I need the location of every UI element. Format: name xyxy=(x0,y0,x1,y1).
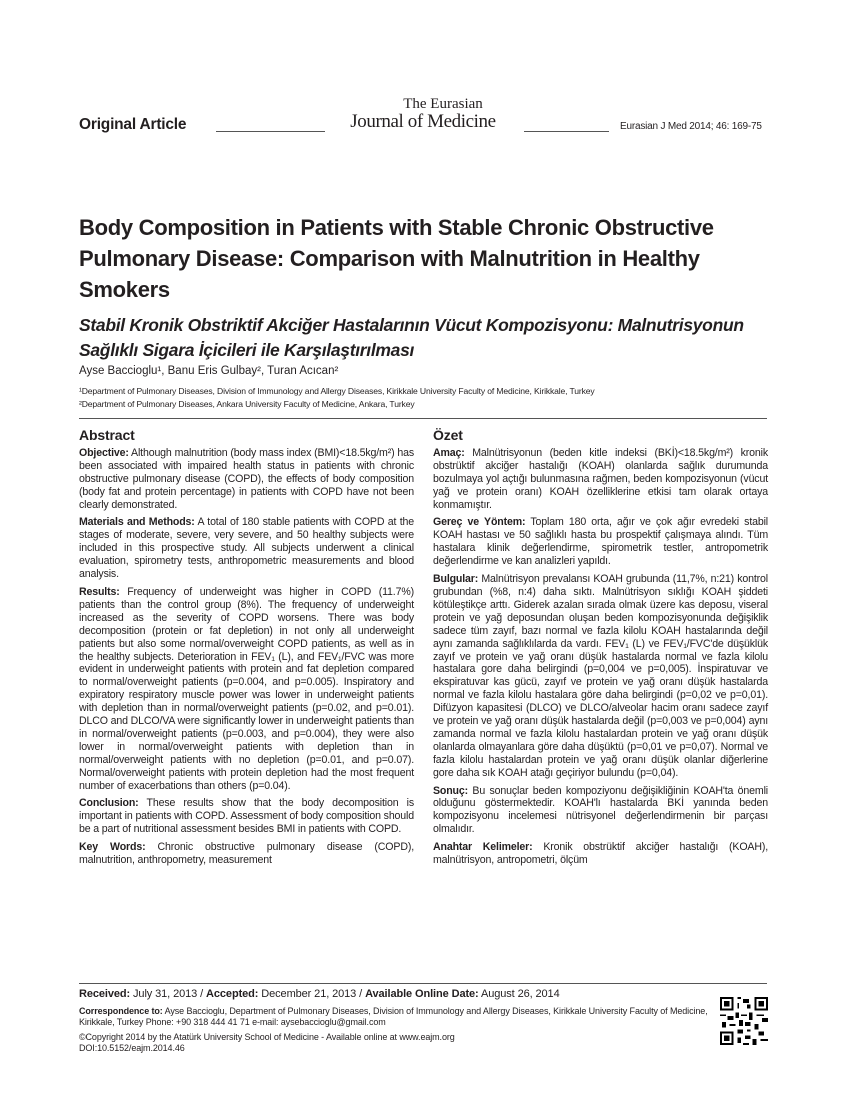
online-date: August 26, 2014 xyxy=(478,988,560,1000)
correspondence-label: Correspondence to: xyxy=(79,1005,163,1016)
journal-logo xyxy=(330,96,516,130)
label: Objective: xyxy=(79,446,129,459)
correspondence xyxy=(79,1006,709,1029)
text: A total of 180 stable patients with COPD at the stages of moderate, severe, very severe, and 50 healthy subjects were included in this prospective study. All subjects underwent a clinical evaluation, spirometry tests, anthropometric measurements and blood analysis. xyxy=(79,516,414,581)
accepted-date: December 21, 2013 / xyxy=(258,988,366,1000)
abstract-column xyxy=(79,429,414,872)
ozet-sonuc xyxy=(433,785,768,837)
article-title: Body Composition in Patients with Stable Chronic Obstructive Pulmonary Disease: Comparison with Malnutrition in Healthy Smokers xyxy=(79,215,714,302)
label: Materials and Methods: xyxy=(79,516,195,529)
abstract-results xyxy=(79,586,414,793)
article-subtitle: Stabil Kronik Obstriktif Akciğer Hastalarının Vücut Kompozisyonu: Malnutrisyonun Sağlıklı Sigara İçicileri ile Karşılaştırılması xyxy=(79,315,744,360)
journal-name-line1: The Eurasian xyxy=(403,96,483,112)
text: Frequency of underweight was higher in COPD (11.7%) patients than the control group (8%). The frequency of underweight increased as the severity of COPD worsens. There was body decomposition (protein or fat depletion) in not only all underweight patients but also some normal/overweight COPD patients, as well as in the healthy subjects. Deterioration in FEV₁ (L), and FEV₁/FVC was more evident in underweight patients with protein and fat depletion compared to normal/overweight patients (p=0.004, and p=0.005). Inspiratory and expiratory respiratory muscle power was lower in underweight patients with depletion than in normal/overweight patients (p=0.02, and p=0.01). DLCO and DLCO/VA were significantly lower in underweight patients than in normal/overweight patients (p=0.003, and p=0.004), they were also lower in normal/overweight patients with depletion than in normal/overweight patients with no depletion (p=0.01, and p=0.07). Normal/overweight patients with protein depletion had the most frequent number of exacerbations than others (p=0.04). xyxy=(79,585,414,792)
received-date: July 31, 2013 / xyxy=(130,988,207,1000)
journal-name-line2: Journal of Medicine xyxy=(350,111,496,132)
affiliation: ²Department of Pulmonary Diseases, Ankara University Faculty of Medicine, Ankara, Turkey xyxy=(79,399,415,409)
label: Amaç: xyxy=(433,446,465,459)
ozet-bulgular xyxy=(433,573,768,780)
label: Conclusion: xyxy=(79,797,139,810)
abstract-heading: Abstract xyxy=(79,427,135,443)
copyright: ©Copyright 2014 by the Atatürk University School of Medicine - Available online at www.eajm.org xyxy=(79,1031,455,1042)
label: Anahtar Kelimeler: xyxy=(433,841,533,854)
correspondence-text: Ayse Baccioglu, Department of Pulmonary Diseases, Division of Immunology and Allergy Diseases, Kirikkale University Faculty of Medicine, Kirikkale, Turkey Phone: +90 318 444 41 71 e-mail: aysebaccioglu@gmail.com xyxy=(79,1005,708,1027)
abstract-keywords xyxy=(79,841,414,867)
text: Although malnutrition (body mass index (BMI)<18.5kg/m²) has been associated with impaired health status in patients with chronic obstructive pulmonary disease (COPD), the effects of body composition (body fat and protein percentage) in patients with COPD have not been clearly demonstrated. xyxy=(79,446,414,511)
header-divider xyxy=(216,131,325,132)
ozet-gerec xyxy=(433,516,768,568)
text: These results show that the body decomposition is important in patients with COPD. Assessment of body composition should be a part of nutritional assessment besides BMI in patients with COPD. xyxy=(79,797,414,836)
accepted-label: Accepted: xyxy=(206,988,259,1000)
label: Bulgular: xyxy=(433,573,479,586)
ozet-column xyxy=(433,429,768,872)
dates xyxy=(79,989,709,1001)
footer-divider xyxy=(79,983,767,984)
label: Gereç ve Yöntem: xyxy=(433,516,526,529)
label: Sonuç: xyxy=(433,784,468,797)
online-label: Available Online Date: xyxy=(365,988,479,1000)
affiliation: ¹Department of Pulmonary Diseases, Division of Immunology and Allergy Diseases, Kirikkale University Faculty of Medicine, Kirikkale, Turkey xyxy=(79,386,595,396)
ozet-keywords xyxy=(433,841,768,867)
text: Toplam 180 orta, ağır ve çok ağır evredeki stabil KOAH hastası ve 50 sağlıklı hasta bu prospektif çalışmaya alındı. Tüm hastalara klinik değerlendirme, spirometrik testler, antropometrik değerlendirme ve kan analizleri yapıldı. xyxy=(433,516,768,568)
citation: Eurasian J Med 2014; 46: 169-75 xyxy=(620,121,762,132)
abstract-methods xyxy=(79,516,414,581)
text: Kronik obstrüktif akciğer hastalığı (KOAH), malnütrisyon, antropometri, ölçüm xyxy=(433,841,769,867)
authors: Ayse Baccioglu¹, Banu Eris Gulbay², Turan Acıcan² xyxy=(79,365,339,377)
header-divider xyxy=(524,131,609,132)
label: Results: xyxy=(79,585,120,598)
text: Bu sonuçlar beden kompoziyonu değişikliğinin KOAH'ta önemli olduğunu göstermektedir. KOAH'lı hastalarda BKİ yanında beden kompozisyonu incelemesi nütrisyonel değerlendirmenin bir parçası olmalıdır. xyxy=(433,784,768,836)
qr-code-icon xyxy=(720,997,768,1045)
label: Key Words: xyxy=(79,841,146,854)
text: Malnütrisyon prevalansı KOAH grubunda (11,7%, n:21) kontrol grubundan (%8, n:4) daha sıktı. Malnütrisyon sıklığı KOAH şiddeti kötüleştikçe arttı. Giderek azalan sırada olmak üzere kas deposu, viseral protein ve yağ deposundan oluşan beden kompozisyonunda değişiklik sadece tüm zayıf, bazı normal ve fazla kilolu KOAH hastalarında değil aynı zamanda sağlıklılarda da vardı. FEV₁ (L) ve FEV₁/FVC'de düşüklük zayıf ve protein ve yağ oranı düşük hastalarda normal ve fazla kilolu hastalara gore daha belirgindi (p=0,004 ve p=0,005). İnspiratuvar ve ekspiratuvar kas gücü, zayıf ve protein ve yağ oranı düşük hastalarda normal ve fazla kilolu hastalara göre daha belirgindi (p=0,02 ve p=0,01). Difüzyon kapasitesi (DLCO) ve DLCO/alveolar hacim oranı sadece zayıf ve protein ve yağ oranı düşük hastalarda değil (p=0,003 ve p=0,004) aynı zamanda normal ve fazla kilolu hastalardan protein ve yağ oranı düşük olanlarda olmayanlara göre daha düşüktü (p=0,01 ve p=0,07). Normal ve fazla kilolu hastalardan protein ve yağ oranı düşük olanlar diğerlerine gore daha sık KOAH atağı geçiriyor bulundu (p=0,04). xyxy=(433,573,768,779)
text: Malnütrisyonun (beden kitle indeksi (BKİ)<18.5kg/m²) kronik obstrüktif akciğer hastalığı (KOAH) olanlarda sağlık durumunda bozulmaya yol açtığı bulunmasına rağmen, beden kompozisyonun (vücut yağ ve protein oranı) KOAH özelliklerine etkisi tam olarak ortaya konmamıştır. xyxy=(433,446,768,511)
ozet-amac xyxy=(433,447,768,512)
section-label: Original Article xyxy=(79,116,187,133)
divider xyxy=(79,418,767,419)
doi: DOI:10.5152/eajm.2014.46 xyxy=(79,1043,185,1053)
footer xyxy=(79,989,709,1055)
abstract-objective xyxy=(79,447,414,512)
received-label: Received: xyxy=(79,988,131,1000)
text: Chronic obstructive pulmonary disease (COPD), malnutrition, anthropometry, measurement xyxy=(79,841,414,867)
abstract-conclusion xyxy=(79,797,414,836)
ozet-heading: Özet xyxy=(433,427,463,443)
